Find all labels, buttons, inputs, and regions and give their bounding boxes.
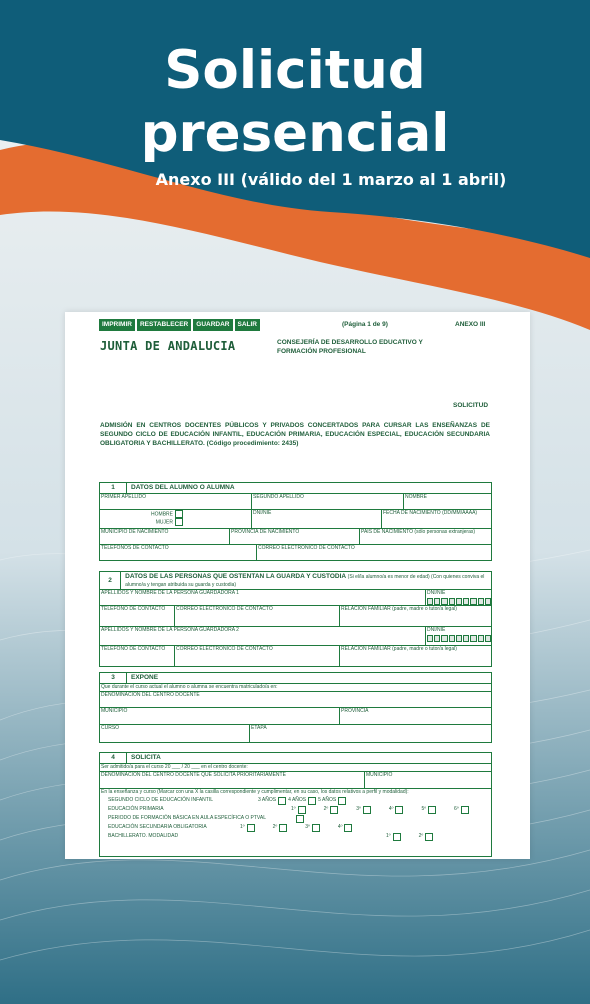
guardador2-relacion-field[interactable]: RELACIÓN FAMILIAR (padre, madre o tutor/a legal) [341, 646, 457, 652]
guardador2-dni-field[interactable] [426, 627, 491, 645]
bach-label: BACHILLERATO. MODALIDAD [108, 833, 179, 839]
dni-field[interactable]: DNI/NIE [252, 510, 382, 528]
c2-label: 2º [272, 824, 278, 830]
form-toolbar [99, 319, 260, 331]
c4-label: 4º [388, 806, 394, 812]
municipio-actual-field[interactable]: MUNICIPIO [100, 708, 340, 724]
primaria-6-checkbox[interactable] [461, 806, 469, 814]
c1-label: 1º [240, 824, 245, 830]
section-title: DATOS DE LAS PERSONAS QUE OSTENTAN LA GUARDA Y CUSTODIA [125, 573, 346, 580]
annex-label: ANEXO III [455, 321, 486, 328]
primaria-4-checkbox[interactable] [395, 806, 403, 814]
municipio-nacimiento-field[interactable]: MUNICIPIO DE NACIMIENTO [100, 529, 230, 544]
fpb-checkbox[interactable] [296, 815, 304, 823]
eso-3-checkbox[interactable] [312, 824, 320, 832]
cinco-checkbox[interactable] [338, 797, 346, 805]
guardador1-nombre-field[interactable]: APELLIDOS Y NOMBRE DE LA PERSONA GUARDADORA 1 [100, 590, 426, 605]
eso-row [100, 823, 491, 832]
guardador2-correo-field[interactable]: CORREO ELECTRÓNICO DE CONTACTO [175, 646, 340, 666]
hero-title-line2: presencial [140, 103, 450, 164]
hero-title-line1: Solicitud [164, 40, 426, 101]
guardador2-telefono-field[interactable]: TELÉFONO DE CONTACTO [100, 646, 175, 666]
guardador1-correo-field[interactable]: CORREO ELECTRÓNICO DE CONTACTO [175, 606, 340, 626]
eso-4-checkbox[interactable] [344, 824, 352, 832]
dni-label: DNI/NIE [427, 590, 446, 596]
fpb-label: PERIODO DE FORMACIÓN BÁSICA EN AULA ESPECÍFICA O PTVAL [108, 815, 267, 821]
eso-1-checkbox[interactable] [247, 824, 255, 832]
primaria-1-checkbox[interactable] [298, 806, 306, 814]
segundo-apellido-field[interactable]: SEGUNDO APELLIDO [252, 494, 404, 509]
c2-label: 2º [418, 833, 424, 839]
section-note: (Si el/la alumno/a es menor de edad) (Con quienes conviva el alumno/a y tengan atribuida su guarda y custodia) [125, 574, 485, 588]
c1-label: 1º [291, 806, 296, 812]
primaria-2-checkbox[interactable] [330, 806, 338, 814]
c6-label: 6º [454, 806, 459, 812]
c1-label: 1º [386, 833, 391, 839]
primaria-3-checkbox[interactable] [363, 806, 371, 814]
guardador1-dni-field[interactable] [426, 590, 491, 605]
primaria-label: EDUCACIÓN PRIMARIA [108, 806, 164, 812]
hombre-label: HOMBRE [151, 511, 173, 518]
section-title: DATOS DEL ALUMNO O ALUMNA [131, 484, 235, 491]
section-3-expone [99, 672, 492, 743]
primer-apellido-field[interactable]: PRIMER APELLIDO [100, 494, 252, 509]
page-number: (Página 1 de 9) [342, 321, 388, 328]
bach-row [100, 832, 491, 841]
print-button[interactable]: IMPRIMIR [99, 319, 135, 331]
mujer-checkbox[interactable] [175, 518, 183, 526]
guardador1-telefono-field[interactable]: TELÉFONO DE CONTACTO [100, 606, 175, 626]
hero-subtitle: Anexo III (válido del 1 marzo al 1 abril) [155, 170, 507, 189]
infantil-label: SEGUNDO CICLO DE EDUCACIÓN INFANTIL [108, 797, 214, 803]
bach-2-checkbox[interactable] [425, 833, 433, 841]
eso-2-checkbox[interactable] [279, 824, 287, 832]
section-title: EXPONE [131, 674, 159, 681]
section-number: 2 [100, 572, 121, 589]
reset-button[interactable]: RESTABLECER [137, 319, 191, 331]
expone-text: Que durante el curso actual el alumno o alumna se encuentra matriculado/a en: [100, 684, 491, 692]
section-number: 4 [100, 753, 127, 763]
tres-checkbox[interactable] [278, 797, 286, 805]
admitido-text: Ser admitido/a para el curso 20 ___ / 20 ___ en el centro docente: [100, 764, 491, 772]
section-number: 3 [100, 673, 127, 683]
section-number: 1 [100, 483, 127, 493]
provincia-nacimiento-field[interactable]: PROVINCIA DE NACIMIENTO [230, 529, 360, 544]
c3-label: 3º [356, 806, 361, 812]
cuatro-checkbox[interactable] [308, 797, 316, 805]
sexo-field [100, 510, 252, 528]
section-title: SOLICITA [131, 754, 161, 761]
section-4-solicita [99, 752, 492, 857]
centro-actual-field[interactable]: DENOMINACIÓN DEL CENTRO DOCENTE [100, 692, 491, 708]
municipio-solicitado-field[interactable]: MUNICIPIO [366, 772, 393, 778]
save-button[interactable]: GUARDAR [193, 319, 232, 331]
fpb-row [100, 814, 491, 823]
exit-button[interactable]: SALIR [235, 319, 261, 331]
nombre-field[interactable]: NOMBRE [405, 494, 427, 500]
section-2-guarda [99, 571, 492, 667]
tres-label: 3 AÑOS [258, 797, 277, 803]
c4-label: 4º [337, 824, 343, 830]
curso-actual-field[interactable]: CURSO [100, 725, 250, 742]
section-1-alumno [99, 482, 492, 561]
eso-label: EDUCACIÓN SECUNDARIA OBLIGATORIA [108, 824, 207, 830]
primaria-5-checkbox[interactable] [428, 806, 436, 814]
mujer-label: MUJER [155, 519, 173, 526]
hombre-checkbox[interactable] [175, 510, 183, 518]
pais-nacimiento-field[interactable]: PAÍS DE NACIMIENTO (sólo personas extranjeras) [361, 529, 476, 535]
dni-label: DNI/NIE [427, 627, 446, 633]
procedure-intro: ADMISIÓN EN CENTROS DOCENTES PÚBLICOS Y PRIVADOS CONCERTADOS PARA CURSAR LAS ENSEÑANZAS DE SEGUNDO CICLO DE EDUCACIÓN INFANTIL, EDUCACIÓN PRIMARIA, EDUCACIÓN ESPECIAL, EDUCACIÓN SECUNDARIA OBLIGATORIA Y BACHILLERATO. (Código procedimiento: 2435) [100, 422, 490, 447]
guardador1-relacion-field[interactable]: RELACIÓN FAMILIAR (padre, madre o tutor/a legal) [341, 606, 457, 612]
c2-label: 2º [323, 806, 329, 812]
fecha-nacimiento-field[interactable]: FECHA DE NACIMIENTO (DD/MM/AAAA) [383, 510, 478, 516]
guardador2-nombre-field[interactable]: APELLIDOS Y NOMBRE DE LA PERSONA GUARDADORA 2 [100, 627, 426, 645]
etapa-actual-field[interactable]: ETAPA [251, 725, 267, 731]
primaria-row [100, 805, 491, 814]
solicitud-label: SOLICITUD [453, 402, 489, 409]
cuatro-label: 4 AÑOS [288, 797, 307, 803]
consejeria-label: CONSEJERÍA DE DESARROLLO EDUCATIVO Y FORMACIÓN PROFESIONAL [277, 339, 423, 355]
centro-solicitado-field[interactable]: DENOMINACIÓN DEL CENTRO DOCENTE QUE SOLICITA PRIORITARIAMENTE [100, 772, 365, 788]
telefonos-field[interactable]: TELÉFONOS DE CONTACTO [100, 545, 257, 560]
cinco-label: 5 AÑOS [318, 797, 337, 803]
c5-label: 5º [421, 806, 427, 812]
correo-field[interactable]: CORREO ELECTRÓNICO DE CONTACTO [258, 545, 355, 551]
c3-label: 3º [305, 824, 310, 830]
form-document [65, 312, 530, 859]
junta-logo: JUNTA DE ANDALUCIA [100, 339, 236, 353]
provincia-actual-field[interactable]: PROVINCIA [341, 708, 369, 714]
infantil-row [100, 796, 491, 805]
bach-1-checkbox[interactable] [393, 833, 401, 841]
ensenanza-text: En la enseñanza y curso (Marcar con una X la casilla correspondiente y cumplimentar, en su caso, los datos relativos a perfil y modalidad): [101, 789, 409, 795]
